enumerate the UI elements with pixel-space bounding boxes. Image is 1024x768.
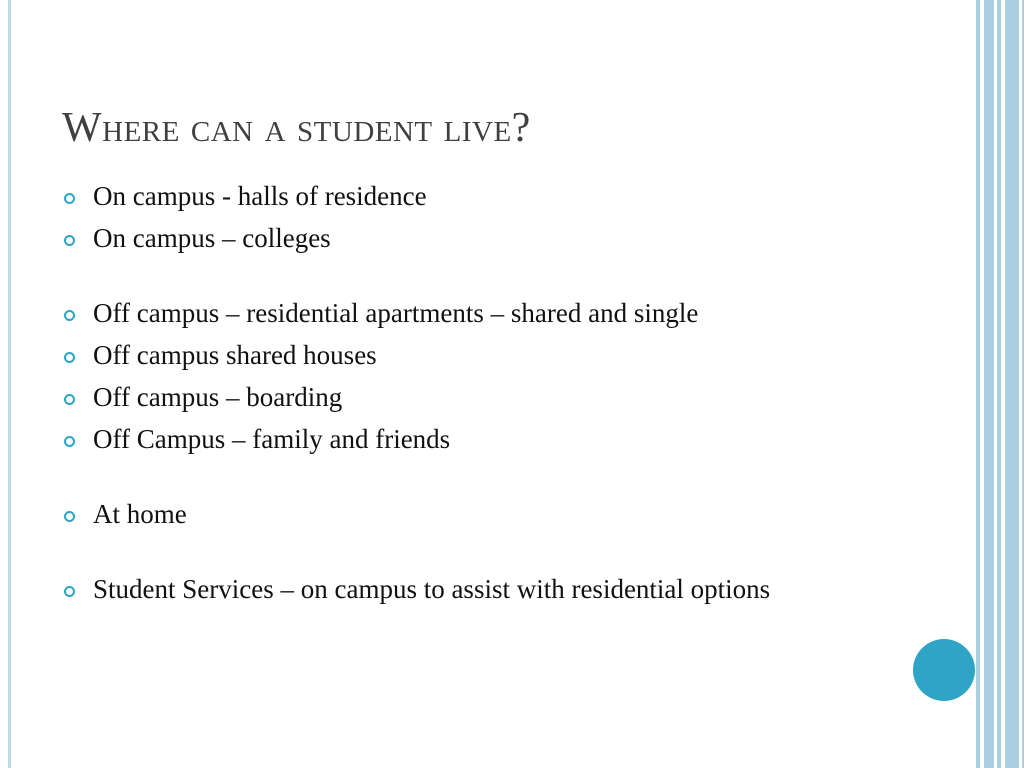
bullet-item (62, 180, 842, 213)
bullet-item (62, 297, 842, 330)
bullet-item (62, 498, 842, 531)
ring-bullet-icon (64, 310, 75, 321)
circle-decoration (913, 639, 975, 701)
ring-bullet-icon (64, 352, 75, 363)
bullet-item (62, 573, 842, 606)
bullet-item (62, 339, 842, 372)
bullet-text: Off campus shared houses (93, 340, 377, 370)
bullet-list (62, 180, 842, 615)
bullet-text: On campus - halls of residence (93, 181, 427, 211)
bullet-text: Off campus – boarding (93, 382, 343, 412)
bullet-item (62, 222, 842, 255)
bullet-text: At home (93, 499, 187, 529)
left-border-rule (8, 0, 11, 768)
right-stripe (976, 0, 980, 768)
ring-bullet-icon (64, 586, 75, 597)
right-stripe (984, 0, 994, 768)
ring-bullet-icon (64, 394, 75, 405)
slide-title: Where can a student live? (62, 105, 531, 151)
ring-bullet-icon (64, 511, 75, 522)
ring-bullet-icon (64, 235, 75, 246)
bullet-text: On campus – colleges (93, 223, 331, 253)
ring-bullet-icon (64, 193, 75, 204)
bullet-text: Off Campus – family and friends (93, 424, 451, 454)
right-stripe (997, 0, 1001, 768)
bullet-text: Off campus – residential apartments – shared and single (93, 298, 699, 328)
right-stripe (1005, 0, 1019, 768)
bullet-item (62, 381, 842, 414)
bullet-item (62, 423, 842, 456)
ring-bullet-icon (64, 436, 75, 447)
bullet-text: Student Services – on campus to assist with residential options (93, 574, 771, 604)
